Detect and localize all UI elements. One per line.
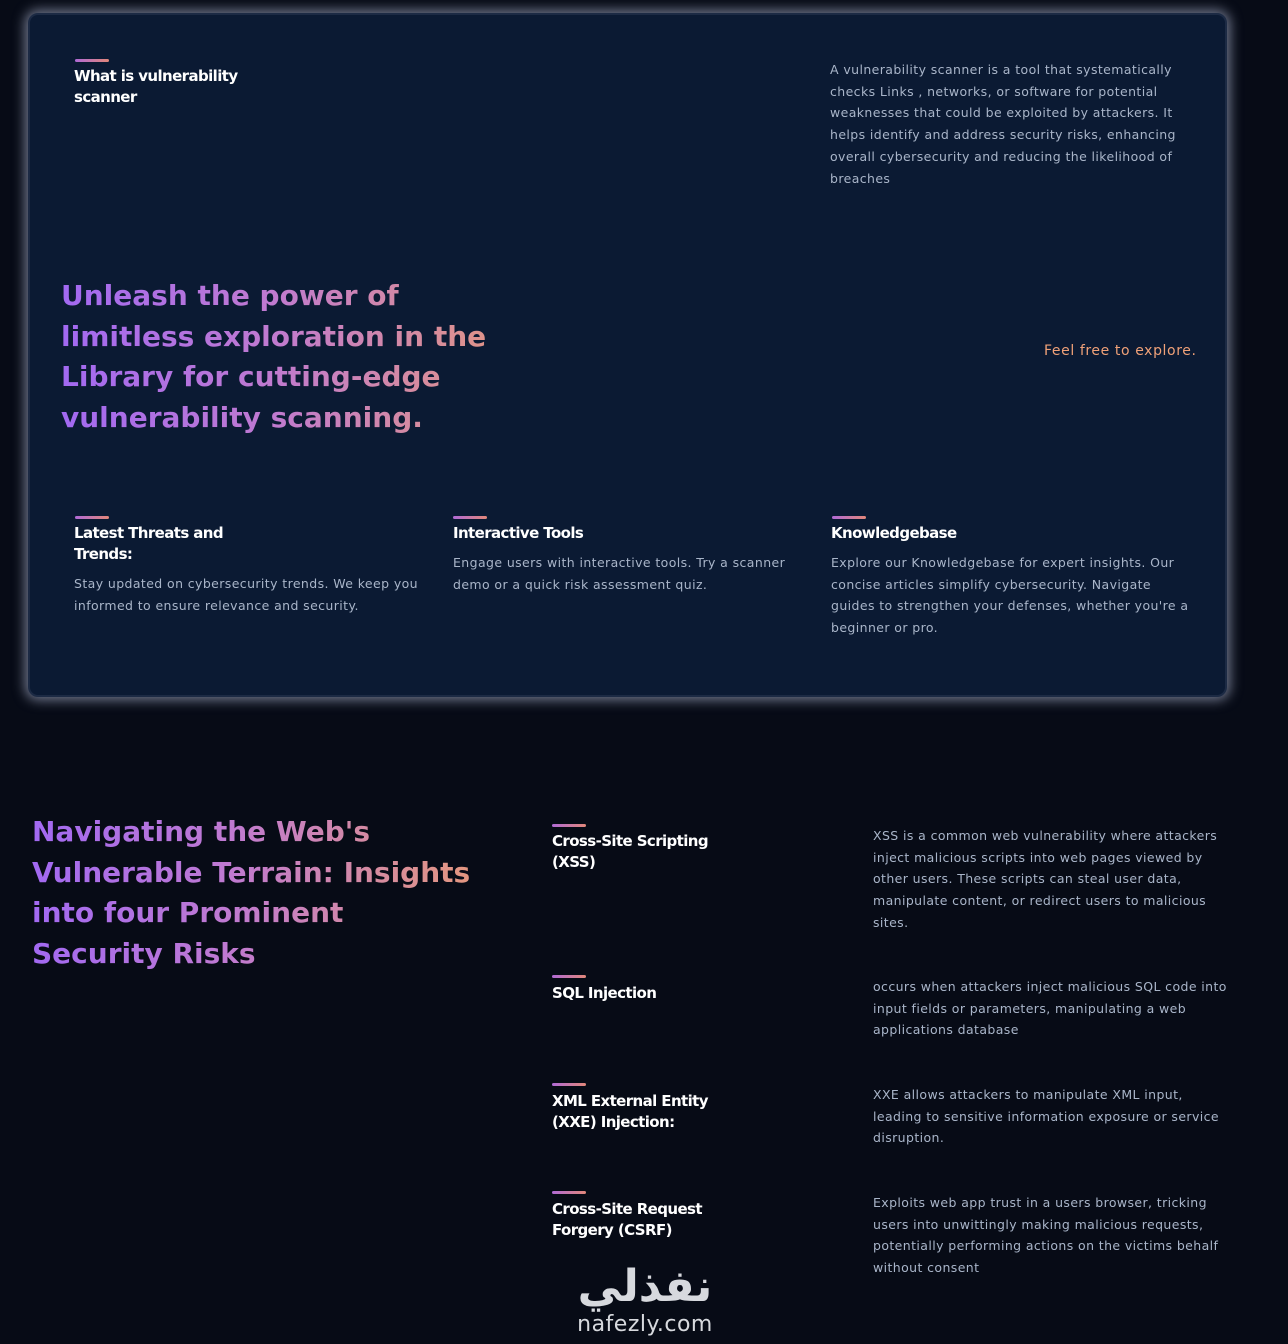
intro-heading: What is vulnerability scanner xyxy=(74,67,238,106)
feature-text-knowledgebase: Explore our Knowledgebase for expert insights. Our concise articles simplify cybersecurity. Navigate guides to strengthen your defenses, whether you're a beginner or pro. xyxy=(831,555,1189,636)
watermark-logo xyxy=(560,1262,730,1344)
risk-text-xss: XSS is a common web vulnerability where attackers inject malicious scripts into web pages viewed by other users. These scripts can steal user data, manipulate content, or redirect users to malicious sites. xyxy=(873,828,1218,930)
accent-line xyxy=(75,59,109,62)
watermark-latin: nafezly.com xyxy=(577,1312,713,1337)
feature-text-tools: Engage users with interactive tools. Try a scanner demo or a quick risk assessment quiz. xyxy=(453,555,786,592)
watermark-arabic: نفذلي xyxy=(577,1261,713,1312)
risk-text-sqli: occurs when attackers inject malicious SQL code into input fields or parameters, manipulating a web applications database xyxy=(873,979,1227,1038)
accent-line xyxy=(832,516,866,519)
accent-line xyxy=(453,516,487,519)
accent-line xyxy=(552,1191,586,1194)
feature-text-threats: Stay updated on cybersecurity trends. We keep you informed to ensure relevance and security. xyxy=(74,576,418,613)
risk-name-xss: Cross-Site Scripting (XSS) xyxy=(552,832,709,871)
accent-line xyxy=(75,516,109,519)
risks-title: Navigating the Web's Vulnerable Terrain: Insights into four Prominent Security Risks xyxy=(32,812,482,974)
risk-name-xxe: XML External Entity (XXE) Injection: xyxy=(552,1092,708,1131)
hero-title: Unleash the power of limitless exploration in the Library for cutting-edge vulnerability scanning. xyxy=(61,276,531,438)
explore-link[interactable]: Feel free to explore. xyxy=(1044,343,1197,359)
risk-text-xxe: XXE allows attackers to manipulate XML input, leading to sensitive information exposure or service disruption. xyxy=(873,1087,1219,1146)
risk-name-sqli: SQL Injection xyxy=(552,984,657,1002)
accent-line xyxy=(552,824,586,827)
risk-name-csrf: Cross-Site Request Forgery (CSRF) xyxy=(552,1200,702,1239)
feature-title-threats: Latest Threats and Trends: xyxy=(74,524,224,563)
intro-description: A vulnerability scanner is a tool that systematically checks Links , networks, or software for potential weaknesses that could be exploited by attackers. It helps identify and address security risks, enhancing overall cybersecurity and reducing the likelihood of breaches xyxy=(830,62,1176,186)
feature-title-tools: Interactive Tools xyxy=(453,524,584,542)
accent-line xyxy=(552,1083,586,1086)
accent-line xyxy=(552,975,586,978)
feature-title-knowledgebase: Knowledgebase xyxy=(831,524,957,542)
risk-text-csrf: Exploits web app trust in a users browser, tricking users into unwittingly making malicious requests, potentially performing actions on the victims behalf without consent xyxy=(873,1195,1219,1276)
